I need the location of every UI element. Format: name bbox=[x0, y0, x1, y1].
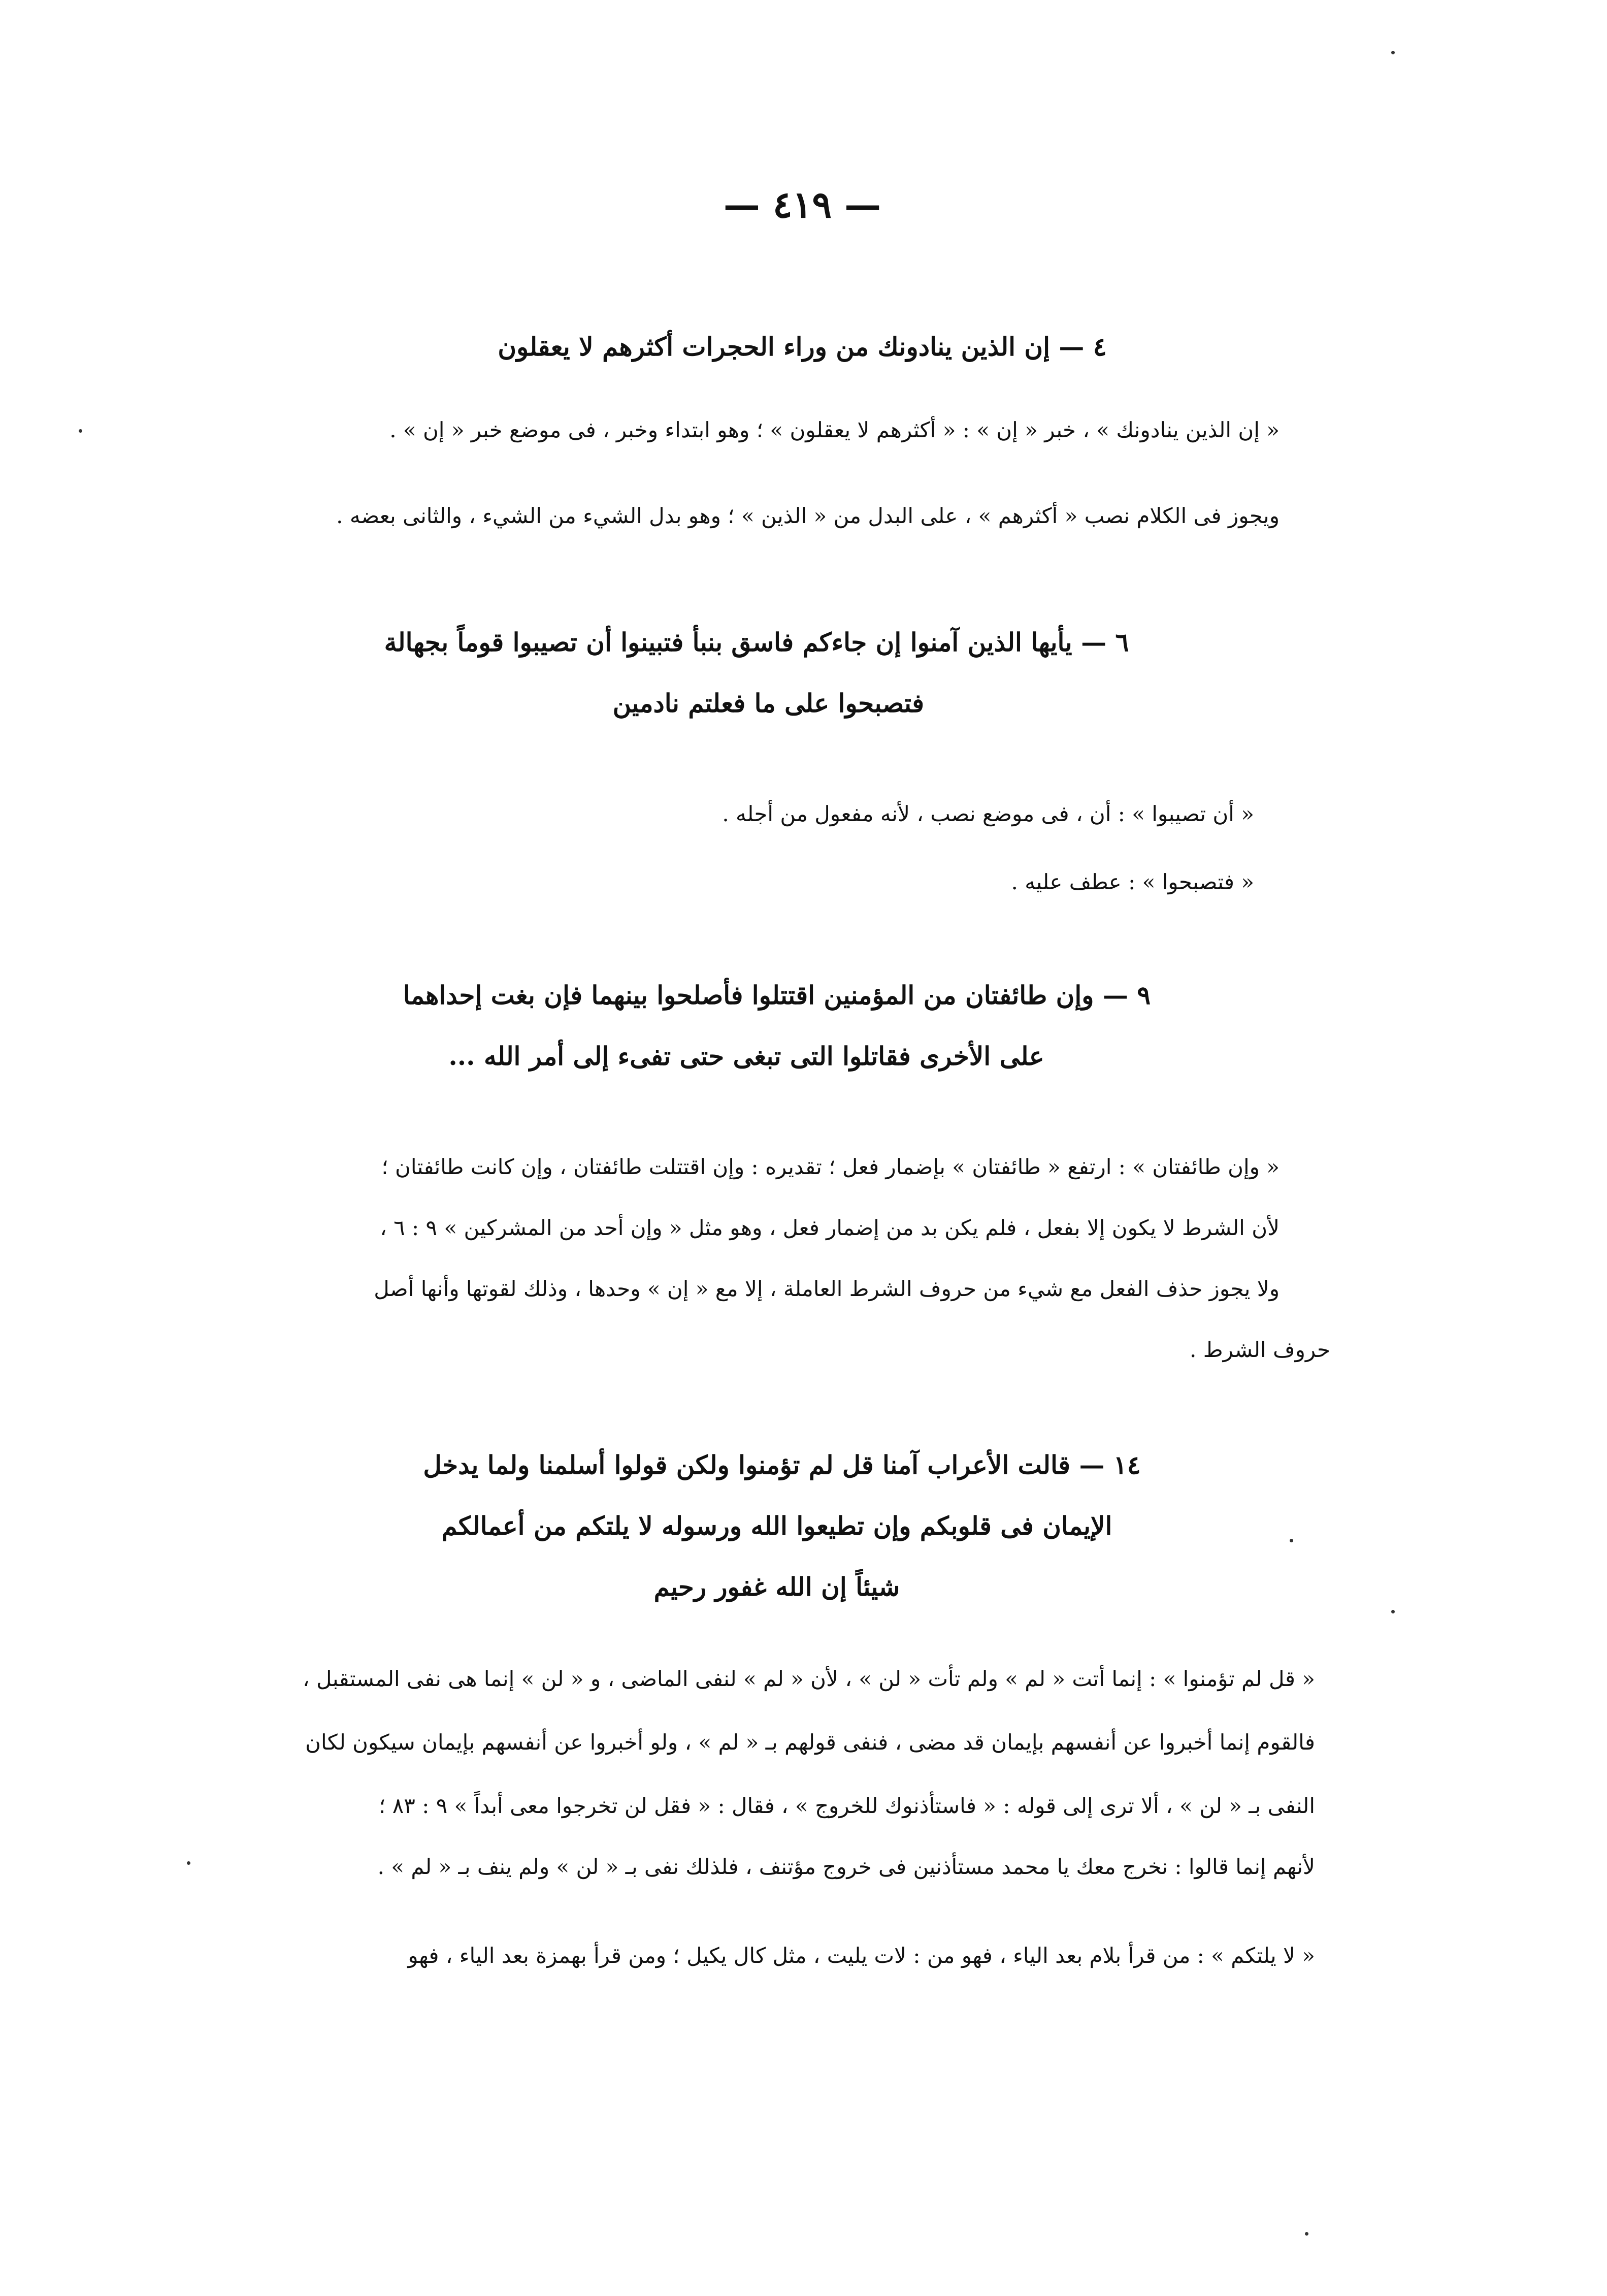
verse-9-line-1: ٩ — وإن طائفتان من المؤمنين اقتتلوا فأصلحوا بينهما فإن بغت إحداهما bbox=[403, 980, 1151, 1010]
verse-9-line-2: على الأخرى فقاتلوا التى تبغى حتى تفىء إلى أمر الله ... bbox=[448, 1041, 1044, 1071]
scan-speck bbox=[79, 429, 82, 433]
commentary-verse-9-line-3: ولا يجوز حذف الفعل مع شيء من حروف الشرط العاملة ، إلا مع « إن » وحدها ، وذلك لقوتها وأنها أصل bbox=[374, 1276, 1280, 1301]
commentary-verse-6-line-2: « فتصبحوا » : عطف عليه . bbox=[1011, 869, 1254, 894]
scan-speck bbox=[1391, 51, 1395, 54]
commentary-verse-14-line-4: لأنهم إنما قالوا : نخرج معك يا محمد مستأذنين فى خروج مؤتنف ، فلذلك نفى بـ « لن » ولم ينف بـ « لم » . bbox=[377, 1854, 1315, 1879]
commentary-verse-9-line-2: لأن الشرط لا يكون إلا بفعل ، فلم يكن بد من إضمار فعل ، وهو مثل « وإن أحد من المشركين » ٩ : ٦ ، bbox=[380, 1215, 1280, 1240]
commentary-verse-6-line-1: « أن تصيبوا » : أن ، فى موضع نصب ، لأنه مفعول من أجله . bbox=[722, 801, 1254, 826]
commentary-verse-14-line-3: النفى بـ « لن » ، ألا ترى إلى قوله : « فاستأذنوك للخروج » ، فقال : « فقل لن تخرجوا معى أبداً » ٩ : ٨٣ ؛ bbox=[379, 1793, 1315, 1818]
scan-speck bbox=[1391, 1610, 1395, 1613]
commentary-verse-9-line-1: « وإن طائفتان » : ارتفع « طائفتان » بإضمار فعل ؛ تقديره : وإن اقتتلت طائفتان ، وإن كانت طائفتان ؛ bbox=[381, 1154, 1280, 1179]
scan-speck bbox=[187, 1861, 190, 1865]
verse-14-line-1: ١٤ — قالت الأعراب آمنا قل لم تؤمنوا ولكن قولوا أسلمنا ولما يدخل bbox=[423, 1450, 1141, 1480]
commentary-verse-14-line-1: « قل لم تؤمنوا » : إنما أتت « لم » ولم تأت « لن » ، لأن « لم » لنفى الماضى ، و « لن » إنما هى نفى المستقبل ، bbox=[303, 1666, 1315, 1691]
verse-14-line-3: شيئاً إن الله غفور رحيم bbox=[653, 1572, 900, 1602]
scan-speck bbox=[1305, 2232, 1308, 2236]
verse-4-text: ٤ — إن الذين ينادونك من وراء الحجرات أكثرهم لا يعقلون bbox=[498, 332, 1107, 362]
verse-14-line-2: الإيمان فى قلوبكم وإن تطيعوا الله ورسوله لا يلتكم من أعمالكم bbox=[441, 1511, 1112, 1541]
verse-6-line-1: ٦ — يأيها الذين آمنوا إن جاءكم فاسق بنبأ فتبينوا أن تصيبوا قوماً بجهالة bbox=[384, 627, 1129, 657]
commentary-verse-14-line-2: فالقوم إنما أخبروا عن أنفسهم بإيمان قد مضى ، فنفى قولهم بـ « لم » ، ولو أخبروا عن أنفسهم بإيمان سيكون لكان bbox=[305, 1730, 1315, 1755]
commentary-verse-4-line-1: « إن الذين ينادونك » ، خبر « إن » : « أكثرهم لا يعقلون » ؛ وهو ابتداء وخبر ، فى موضع خبر « إن » . bbox=[389, 417, 1280, 442]
commentary-verse-9-line-4: حروف الشرط . bbox=[1190, 1337, 1330, 1362]
page-number: — ٤١٩ — bbox=[723, 183, 881, 226]
commentary-verse-4-line-2: ويجوز فى الكلام نصب « أكثرهم » ، على البدل من « الذين » ؛ وهو بدل الشيء من الشيء ، والثانى بعضه . bbox=[336, 503, 1280, 528]
verse-6-line-2: فتصبحوا على ما فعلتم نادمين bbox=[612, 688, 924, 718]
commentary-verse-14-line-5: « لا يلتكم » : من قرأ بلام بعد الياء ، فهو من : لات يليت ، مثل كال يكيل ؛ ومن قرأ بهمزة بعد الياء ، فهو bbox=[408, 1943, 1315, 1968]
scan-speck bbox=[1290, 1539, 1293, 1542]
